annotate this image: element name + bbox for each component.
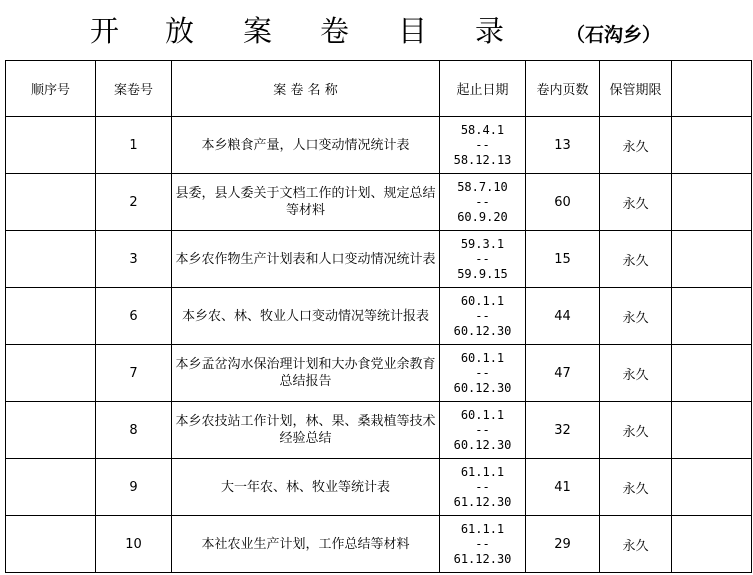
cell-seq [6, 174, 96, 231]
cell-seq [6, 288, 96, 345]
cell-name: 本乡农、林、牧业人口变动情况等统计报表 [172, 288, 440, 345]
cell-seq [6, 345, 96, 402]
cell-date-range [440, 459, 526, 516]
date-end: 58.12.13 [453, 152, 512, 167]
cell-name: 本乡孟岔沟水保治理计划和大办食党业余教育总结报告 [172, 345, 440, 402]
header-row [6, 61, 752, 117]
cell-case-no: 7 [96, 345, 172, 402]
cell-retention: 永久 [600, 174, 672, 231]
table-body [6, 117, 752, 573]
catalog-table [5, 60, 752, 573]
cell-extra [672, 231, 752, 288]
header-case-no: 案卷号 [96, 61, 172, 117]
cell-page-count: 47 [526, 345, 600, 402]
cell-extra [672, 288, 752, 345]
table-row [6, 231, 752, 288]
table-row [6, 459, 752, 516]
title-char: 案 [243, 14, 273, 48]
cell-case-no: 2 [96, 174, 172, 231]
cell-date-range [440, 345, 526, 402]
cell-page-count: 41 [526, 459, 600, 516]
cell-retention: 永久 [600, 516, 672, 573]
cell-name: 本乡农技站工作计划，林、果、桑栽植等技术经验总结 [172, 402, 440, 459]
date-end: 59.9.15 [457, 266, 508, 281]
cell-page-count: 60 [526, 174, 600, 231]
date-end: 60.12.30 [453, 323, 512, 338]
date-end: 61.12.30 [453, 494, 512, 509]
header-page-count: 卷内页数 [526, 61, 600, 117]
subtitle-township: （石沟乡） [566, 24, 662, 46]
cell-extra [672, 516, 752, 573]
cell-seq [6, 402, 96, 459]
date-start: 58.7.10 [457, 179, 508, 194]
cell-extra [672, 117, 752, 174]
cell-name: 本社农业生产计划，工作总结等材料 [172, 516, 440, 573]
date-separator: -- [475, 365, 490, 380]
date-start: 60.1.1 [460, 350, 505, 365]
cell-case-no: 10 [96, 516, 172, 573]
date-start: 59.3.1 [460, 236, 505, 251]
date-end: 60.12.30 [453, 437, 512, 452]
cell-date-range [440, 288, 526, 345]
title-char: 目 [398, 14, 428, 48]
table-row [6, 345, 752, 402]
cell-retention: 永久 [600, 231, 672, 288]
table-row [6, 516, 752, 573]
table-row [6, 174, 752, 231]
date-separator: -- [475, 194, 490, 209]
cell-seq [6, 459, 96, 516]
cell-date-range [440, 402, 526, 459]
table-row [6, 402, 752, 459]
cell-date-range [440, 117, 526, 174]
cell-page-count: 13 [526, 117, 600, 174]
cell-case-no: 9 [96, 459, 172, 516]
cell-extra [672, 402, 752, 459]
header-retention: 保管期限 [600, 61, 672, 117]
cell-retention: 永久 [600, 345, 672, 402]
date-start: 61.1.1 [460, 521, 505, 536]
date-start: 60.1.1 [460, 407, 505, 422]
title-char: 卷 [320, 14, 350, 48]
cell-retention: 永久 [600, 459, 672, 516]
header-extra [672, 61, 752, 117]
header-date-range: 起止日期 [440, 61, 526, 117]
date-separator: -- [475, 479, 490, 494]
cell-date-range [440, 231, 526, 288]
date-separator: -- [475, 536, 490, 551]
header-name: 案 卷 名 称 [172, 61, 440, 117]
cell-name: 县委，县人委关于文档工作的计划、规定总结等材料 [172, 174, 440, 231]
cell-case-no: 8 [96, 402, 172, 459]
title-char: 开 [90, 14, 120, 48]
header-seq: 顺序号 [6, 61, 96, 117]
cell-case-no: 1 [96, 117, 172, 174]
cell-name: 本乡粮食产量，人口变动情况统计表 [172, 117, 440, 174]
cell-extra [672, 174, 752, 231]
title-char: 录 [475, 14, 505, 48]
cell-retention: 永久 [600, 402, 672, 459]
table-row [6, 117, 752, 174]
cell-date-range [440, 516, 526, 573]
cell-retention: 永久 [600, 288, 672, 345]
cell-seq [6, 231, 96, 288]
cell-page-count: 44 [526, 288, 600, 345]
cell-case-no: 3 [96, 231, 172, 288]
cell-seq [6, 516, 96, 573]
cell-retention: 永久 [600, 117, 672, 174]
date-end: 60.12.30 [453, 380, 512, 395]
cell-case-no: 6 [96, 288, 172, 345]
title-char: 放 [165, 14, 195, 48]
cell-extra [672, 345, 752, 402]
date-separator: -- [475, 251, 490, 266]
date-separator: -- [475, 137, 490, 152]
cell-seq [6, 117, 96, 174]
cell-extra [672, 459, 752, 516]
cell-name: 本乡农作物生产计划表和人口变动情况统计表 [172, 231, 440, 288]
date-end: 61.12.30 [453, 551, 512, 566]
cell-page-count: 32 [526, 402, 600, 459]
date-separator: -- [475, 308, 490, 323]
date-start: 58.4.1 [460, 122, 505, 137]
cell-date-range [440, 174, 526, 231]
date-separator: -- [475, 422, 490, 437]
date-start: 60.1.1 [460, 293, 505, 308]
date-start: 61.1.1 [460, 464, 505, 479]
date-end: 60.9.20 [457, 209, 508, 224]
cell-page-count: 29 [526, 516, 600, 573]
title-row [0, 0, 753, 60]
cell-name: 大一年农、林、牧业等统计表 [172, 459, 440, 516]
table-row [6, 288, 752, 345]
cell-page-count: 15 [526, 231, 600, 288]
